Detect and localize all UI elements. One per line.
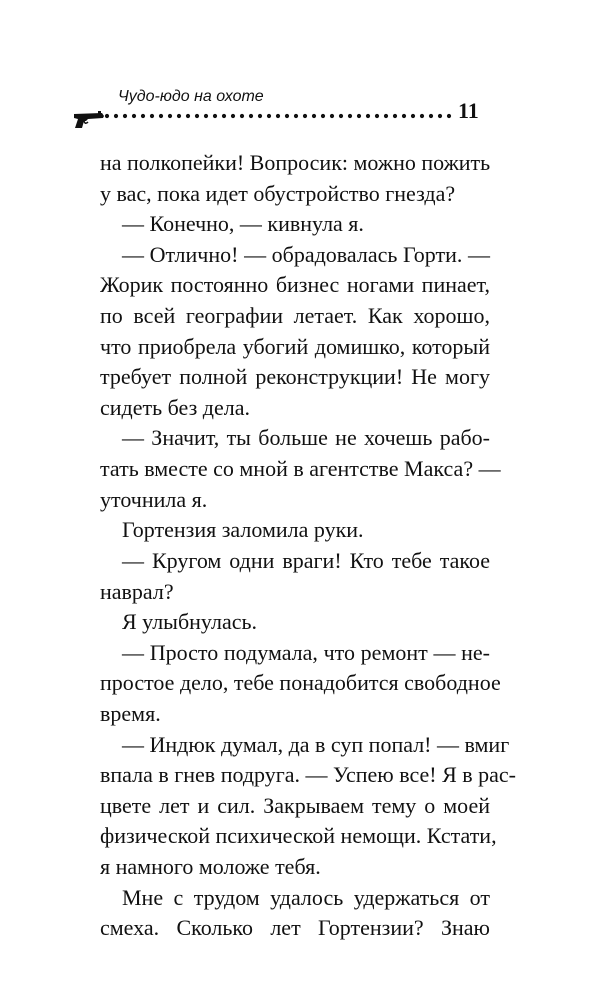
- text-line: Гортензия заломила руки.: [122, 517, 364, 543]
- text-line: что приобрела убогий домишко, который: [100, 333, 490, 359]
- text-line: Я улыбнулась.: [122, 609, 258, 635]
- text-line: время.: [100, 700, 161, 726]
- text-line: по всей географии летает. Как хорошо,: [100, 303, 490, 329]
- page-header: [0, 0, 605, 135]
- text-line: — Конечно, — кивнула я.: [122, 211, 364, 237]
- text-line: — Отлично! — обрадовалась Горти. —: [122, 241, 490, 267]
- revolver-icon: [72, 110, 106, 132]
- text-line: — Значит, ты больше не хочешь рабо-: [122, 425, 490, 451]
- text-line: требует полной реконструкции! Не могу: [100, 364, 490, 390]
- text-line: на полкопейки! Вопросик: можно пожить: [100, 150, 491, 175]
- text-line: впала в гнев подруга. — Успею все! Я в рас-: [100, 762, 517, 788]
- text-line: — Индюк думал, да в суп попал! — вмиг: [122, 731, 510, 757]
- text-line: уточнила я.: [100, 486, 208, 512]
- text-line: физической психической немощи. Кстати,: [100, 823, 497, 849]
- text-line: Мне с трудом удалось удержаться от: [122, 884, 490, 910]
- text-line: у вас, пока идет обустройство гнезда?: [100, 180, 456, 206]
- text-line: — Просто подумала, что ремонт — не-: [122, 639, 490, 665]
- dotted-rule: [104, 104, 452, 120]
- text-line: наврал?: [100, 578, 174, 604]
- text-line: я намного моложе тебя.: [100, 854, 321, 880]
- text-line: цвете лет и сил. Закрываем тему о моей: [100, 792, 490, 818]
- text-line: тать вместе со мной в агентстве Макса? —: [100, 456, 501, 482]
- text-line: Жорик постоянно бизнес ногами пинает,: [100, 272, 490, 298]
- text-line: сидеть без дела.: [100, 394, 250, 420]
- page-number: 11: [458, 98, 479, 123]
- text-line: — Кругом одни враги! Кто тебе такое: [122, 547, 490, 573]
- running-title: Чудо-юдо на охоте: [118, 88, 264, 105]
- text-line: простое дело, тебе понадобится свободное: [100, 670, 501, 696]
- text-line: смеха. Сколько лет Гортензии? Знаю: [100, 915, 490, 941]
- body-text: [100, 148, 517, 944]
